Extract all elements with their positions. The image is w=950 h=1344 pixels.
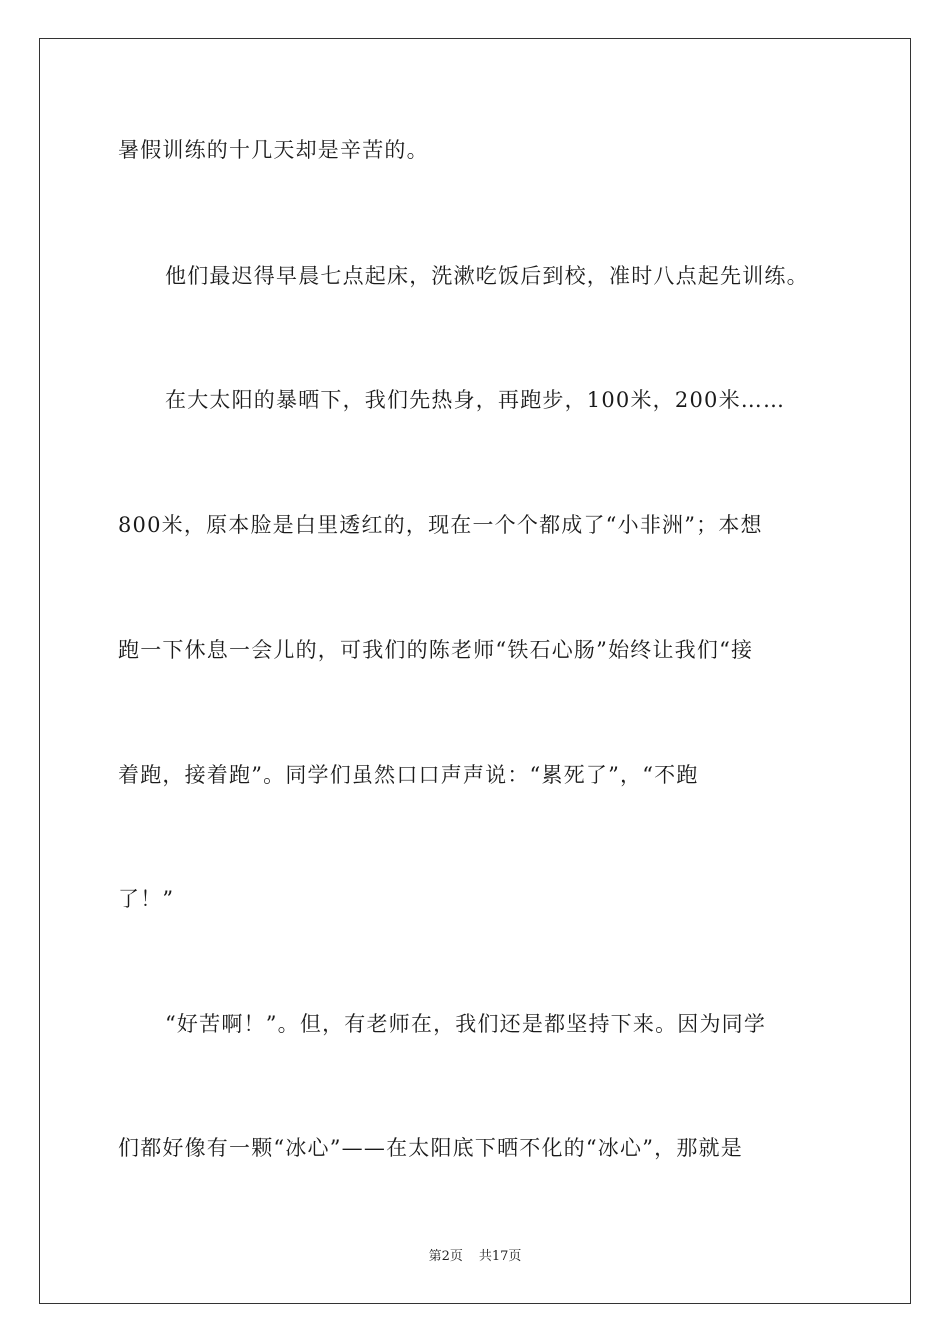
- text-line-7: 了！”: [118, 887, 175, 911]
- text-line-3: 在大太阳的暴晒下，我们先热身，再跑步，100米，200米……: [165, 388, 786, 412]
- page-number: 第2页: [428, 1249, 463, 1264]
- page-frame: [39, 38, 911, 1304]
- text-line-5: 跑一下休息一会儿的，可我们的陈老师“铁石心肠”始终让我们“接: [118, 638, 754, 662]
- page-total: 共17页: [478, 1249, 522, 1264]
- text-line-9: 们都好像有一颗“冰心”——在太阳底下晒不化的“冰心”，那就是: [118, 1136, 743, 1160]
- text-line-4: 800米，原本脸是白里透红的，现在一个个都成了“小非洲”；本想: [118, 513, 763, 537]
- text-line-1: 暑假训练的十几天却是辛苦的。: [118, 138, 429, 162]
- text-line-6: 着跑，接着跑”。同学们虽然口口声声说：“累死了”，“不跑: [118, 763, 699, 787]
- page-footer: [0, 1248, 950, 1266]
- text-line-8: “好苦啊！”。但，有老师在，我们还是都坚持下来。因为同学: [165, 1012, 767, 1036]
- text-line-2: 他们最迟得早晨七点起床，洗漱吃饭后到校，准时八点起先训练。: [165, 264, 809, 288]
